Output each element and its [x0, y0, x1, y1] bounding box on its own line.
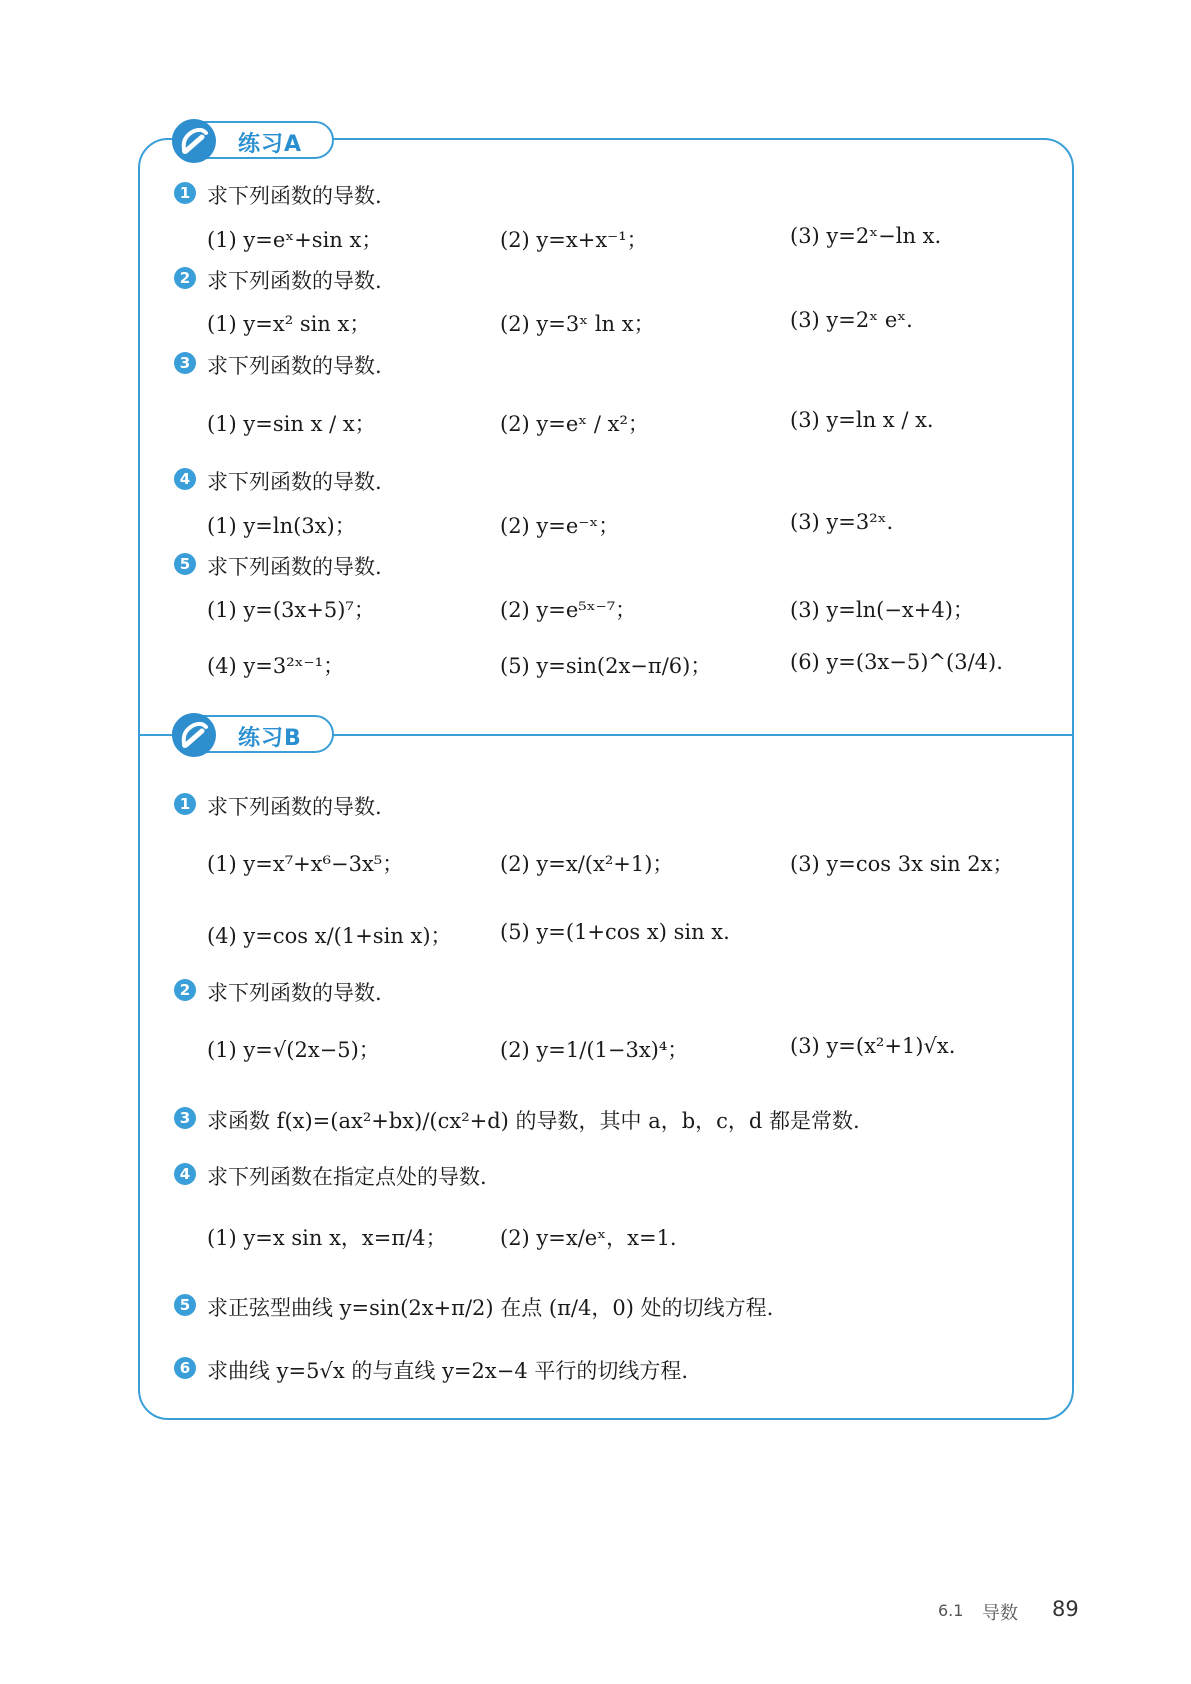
- footer-section-number: 6.1: [938, 1601, 964, 1620]
- question-item: (1) y=ln(3x)；: [207, 514, 356, 538]
- question-item: (3) y=ln x / x.: [790, 408, 934, 432]
- question-number: 1: [174, 793, 196, 815]
- question-number: 4: [174, 1163, 196, 1185]
- question-number: 5: [174, 553, 196, 575]
- question-item: (2) y=x/(x²+1)；: [500, 852, 674, 876]
- question-text: 求下列函数的导数.: [207, 555, 382, 579]
- question-number: 3: [174, 352, 196, 374]
- question-item: (2) y=x/eˣ，x=1.: [500, 1226, 677, 1250]
- question-item: (3) y=ln(−x+4)；: [790, 598, 974, 622]
- question-text: 求下列函数的导数.: [207, 269, 382, 293]
- page-number: 89: [1052, 1597, 1079, 1621]
- question-text: 求下列函数的导数.: [207, 795, 382, 819]
- exercise-b-tab: [172, 715, 334, 753]
- question-text: 求下列函数的导数.: [207, 184, 382, 208]
- question-item: (3) y=cos 3x sin 2x；: [790, 852, 1014, 876]
- question-item: (2) y=3ˣ ln x；: [500, 312, 655, 336]
- pencil-badge-icon: [172, 119, 216, 163]
- question-text: 求正弦型曲线 y=sin(2x+π/2) 在点 (π/4，0) 处的切线方程.: [207, 1296, 774, 1320]
- question-item: (4) y=3²ˣ⁻¹；: [207, 654, 345, 678]
- question-item: (2) y=e⁵ˣ⁻⁷；: [500, 598, 637, 622]
- question-text: 求曲线 y=5√x 的与直线 y=2x−4 平行的切线方程.: [207, 1359, 689, 1383]
- question-number: 2: [174, 979, 196, 1001]
- question-item: (3) y=2ˣ eˣ.: [790, 308, 913, 332]
- question-number: 4: [174, 468, 196, 490]
- question-item: (3) y=3²ˣ.: [790, 510, 894, 534]
- question-text: 求下列函数的导数.: [207, 470, 382, 494]
- question-text: 求下列函数的导数.: [207, 354, 382, 378]
- question-item: (1) y=eˣ+sin x；: [207, 228, 383, 252]
- footer-section-title: 导数: [982, 1603, 1018, 1624]
- question-item: (5) y=(1+cos x) sin x.: [500, 920, 730, 944]
- question-item: (1) y=(3x+5)⁷；: [207, 598, 375, 622]
- question-item: (1) y=x⁷+x⁶−3x⁵；: [207, 852, 404, 876]
- question-number: 1: [174, 182, 196, 204]
- question-number: 5: [174, 1294, 196, 1316]
- question-item: (1) y=x² sin x；: [207, 312, 371, 336]
- question-item: (3) y=(x²+1)√x.: [790, 1034, 956, 1058]
- question-number: 3: [174, 1107, 196, 1129]
- question-item: (2) y=1/(1−3x)⁴；: [500, 1038, 689, 1062]
- question-item: (4) y=cos x/(1+sin x)；: [207, 924, 452, 948]
- question-item: (1) y=√(2x−5)；: [207, 1038, 380, 1062]
- question-item: (5) y=sin(2x−π/6)；: [500, 654, 712, 678]
- question-text: 求下列函数在指定点处的导数.: [207, 1165, 487, 1189]
- exercise-a-title: 练习A: [238, 132, 303, 157]
- question-item: (2) y=e⁻ˣ；: [500, 514, 620, 538]
- question-number: 2: [174, 267, 196, 289]
- question-number: 6: [174, 1357, 196, 1379]
- question-item: (1) y=sin x / x；: [207, 412, 376, 436]
- question-item: (2) y=x+x⁻¹；: [500, 228, 648, 252]
- question-item: (6) y=(3x−5)^(3/4).: [790, 650, 1003, 674]
- question-item: (1) y=x sin x，x=π/4；: [207, 1226, 447, 1250]
- question-text: 求下列函数的导数.: [207, 981, 382, 1005]
- question-text: 求函数 f(x)=(ax²+bx)/(cx²+d) 的导数，其中 a，b，c，d 都是常数.: [207, 1109, 860, 1133]
- exercise-b-title: 练习B: [238, 726, 302, 751]
- question-item: (3) y=2ˣ−ln x.: [790, 224, 942, 248]
- pencil-badge-icon: [172, 713, 216, 757]
- exercise-a-tab: [172, 121, 334, 159]
- question-item: (2) y=eˣ / x²；: [500, 412, 649, 436]
